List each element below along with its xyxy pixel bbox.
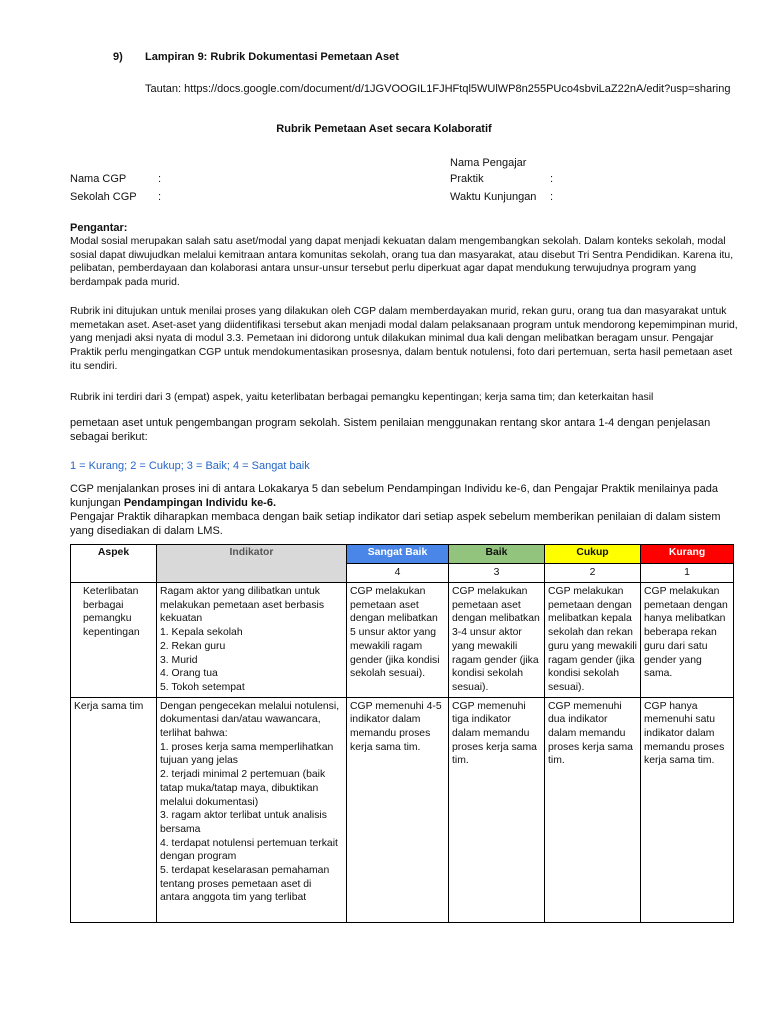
score-1: 1 xyxy=(641,564,734,583)
pengantar-title: Pengantar: xyxy=(70,222,128,234)
table-row xyxy=(71,697,734,922)
header-aspek: Aspek xyxy=(71,545,157,583)
pengantar-paragraph-5: CGP menjalankan proses ini di antara Lokakarya 5 dan sebelum Pendampingan Individu ke-6, dan Pengajar Praktik menilainya pada kunjungan Pendampingan Individu ke-6. xyxy=(70,483,718,509)
score-1-cell: CGP hanya memenuhi satu indikator dalam memandu proses kerja sama tim. xyxy=(641,697,734,922)
field-nama-cgp-colon: : xyxy=(158,173,162,185)
rubric-table xyxy=(70,544,734,923)
score-2-cell: CGP memenuhi dua indikator dalam memandu proses kerja sama tim. xyxy=(545,697,641,922)
score-4: 4 xyxy=(347,564,449,583)
score-3-cell: CGP memenuhi tiga indikator dalam memandu proses kerja sama tim. xyxy=(449,697,545,922)
score-scale: 1 = Kurang; 2 = Cukup; 3 = Baik; 4 = Sangat baik xyxy=(70,460,310,472)
pengantar-paragraph-6: Pengajar Praktik diharapkan membaca dengan baik setiap indikator dari setiap aspek sebelum memberikan penilaian di dalam sistem yang disediakan di dalam LMS. xyxy=(70,511,721,537)
header-baik: Baik xyxy=(449,545,545,564)
table-header-row xyxy=(71,545,734,564)
score-4-cell: CGP memenuhi 4-5 indikator dalam memandu proses kerja sama tim. xyxy=(347,697,449,922)
link-label: Tautan: xyxy=(145,83,182,95)
field-sekolah-cgp-label: Sekolah CGP xyxy=(70,191,137,203)
score-2-cell: CGP melakukan pemetaan dengan melibatkan kepala sekolah dan rekan guru yang mewakili ragam gender (jika kondisi sekolah sesuai). xyxy=(545,583,641,698)
section-title: Lampiran 9: Rubrik Dokumentasi Pemetaan Aset xyxy=(145,51,399,63)
field-sekolah-cgp-colon: : xyxy=(158,191,162,203)
header-cukup: Cukup xyxy=(545,545,641,564)
aspek-cell: Kerja sama tim xyxy=(71,697,157,922)
pengantar-paragraph-4: pemetaan aset untuk pengembangan program sekolah. Sistem penilaian menggunakan rentang skor antara 1-4 dengan penjelasan sebagai berikut: xyxy=(70,417,711,443)
field-nama-pengajar-label: Nama Pengajar xyxy=(450,157,527,169)
document-title: Rubrik Pemetaan Aset secara Kolaboratif xyxy=(276,123,492,135)
field-waktu-kunjungan-label: Waktu Kunjungan xyxy=(450,191,537,203)
header-indikator: Indikator xyxy=(157,545,347,583)
score-1-cell: CGP melakukan pemetaan dengan hanya melibatkan beberapa rekan guru dari satu gender yang sama. xyxy=(641,583,734,698)
table-row xyxy=(71,583,734,698)
link-line xyxy=(145,82,730,96)
field-praktik-label: Praktik xyxy=(450,173,484,185)
pengantar-paragraph-3: Rubrik ini terdiri dari 3 (empat) aspek, yaitu keterlibatan berbagai pemangku kepentingan; kerja sama tim; dan keterkaitan hasil xyxy=(70,392,654,403)
section-number: 9) xyxy=(113,51,123,63)
score-2: 2 xyxy=(545,564,641,583)
score-4-cell: CGP melakukan pemetaan aset dengan melibatkan 5 unsur aktor yang mewakili ragam gender (jika kondisi sekolah sesuai). xyxy=(347,583,449,698)
field-nama-cgp-label: Nama CGP xyxy=(70,173,127,185)
document-link[interactable]: https://docs.google.com/document/d/1JGVOOGIL1FJHFtql5WUlWP8n255PUco4sbviLaZ22nA/edit?usp=sharing xyxy=(184,83,731,95)
aspek-cell: Keterlibatan berbagai pemangku kepentingan xyxy=(71,583,157,698)
score-3: 3 xyxy=(449,564,545,583)
header-sangat-baik: Sangat Baik xyxy=(347,545,449,564)
header-kurang: Kurang xyxy=(641,545,734,564)
pendampingan-emphasis: Pendampingan Individu ke-6. xyxy=(123,497,277,509)
pengantar-paragraph-1: Modal sosial merupakan salah satu aset/modal yang dapat menjadi kekuatan dalam mengembangkan sekolah. Dalam konteks sekolah, modal sosial dapat diwujudkan melalui kemitraan antara komunitas sekolah, orang tua dan masyarakat, atau disebut Tri Sentra Pendidikan. Karena itu, pelibatan, pemberdayaan dan kolaborasi antara unsur-unsur tersebut perlu diperkuat agar dapat mendukung terwujudnya program yang berdampak pada murid. xyxy=(70,236,734,289)
field-praktik-colon: : xyxy=(550,173,554,185)
score-3-cell: CGP melakukan pemetaan aset dengan melibatkan 3-4 unsur aktor yang mewakili ragam gender (jika kondisi sekolah sesuai). xyxy=(449,583,545,698)
field-waktu-kunjungan-colon: : xyxy=(550,191,554,203)
pengantar-paragraph-2: Rubrik ini ditujukan untuk menilai proses yang dilakukan oleh CGP dalam memberdayakan murid, rekan guru, orang tua dan masyarakat untuk memetakan aset. Aset-aset yang diidentifikasi tersebut akan menjadi modal dalam pelaksanaan program untuk mendorong kepemimpinan murid, yang menjadi aksi nyata di modul 3.3. Pemetaan ini didorong untuk dilakukan minimal dua kali dengan melibatkan beragam unsur. Pengajar Praktik perlu mengingatkan CGP untuk mendokumentasikan prosesnya, dalam bentuk notulensi, foto dari pertemuan, serta hasil pemetaan aset itu sendiri. xyxy=(70,306,738,372)
indikator-cell: Ragam aktor yang dilibatkan untuk melakukan pemetaan aset berbasis kekuatan 1. Kepala sekolah 2. Rekan guru 3. Murid 4. Orang tua 5. Tokoh setempat xyxy=(157,583,347,698)
indikator-cell: Dengan pengecekan melalui notulensi, dokumentasi dan/atau wawancara, terlihat bahwa: 1. proses kerja sama memperlihatkan tujuan yang jelas 2. terjadi minimal 2 pertemuan (baik tatap muka/tatap maya, dibuktikan melalui dokumentasi) 3. ragam aktor terlibat untuk analisis bersama 4. terdapat notulensi pertemuan terkait dengan program 5. terdapat keselarasan pemahaman tentang proses pemetaan aset di antara anggota tim yang terlibat xyxy=(157,697,347,922)
